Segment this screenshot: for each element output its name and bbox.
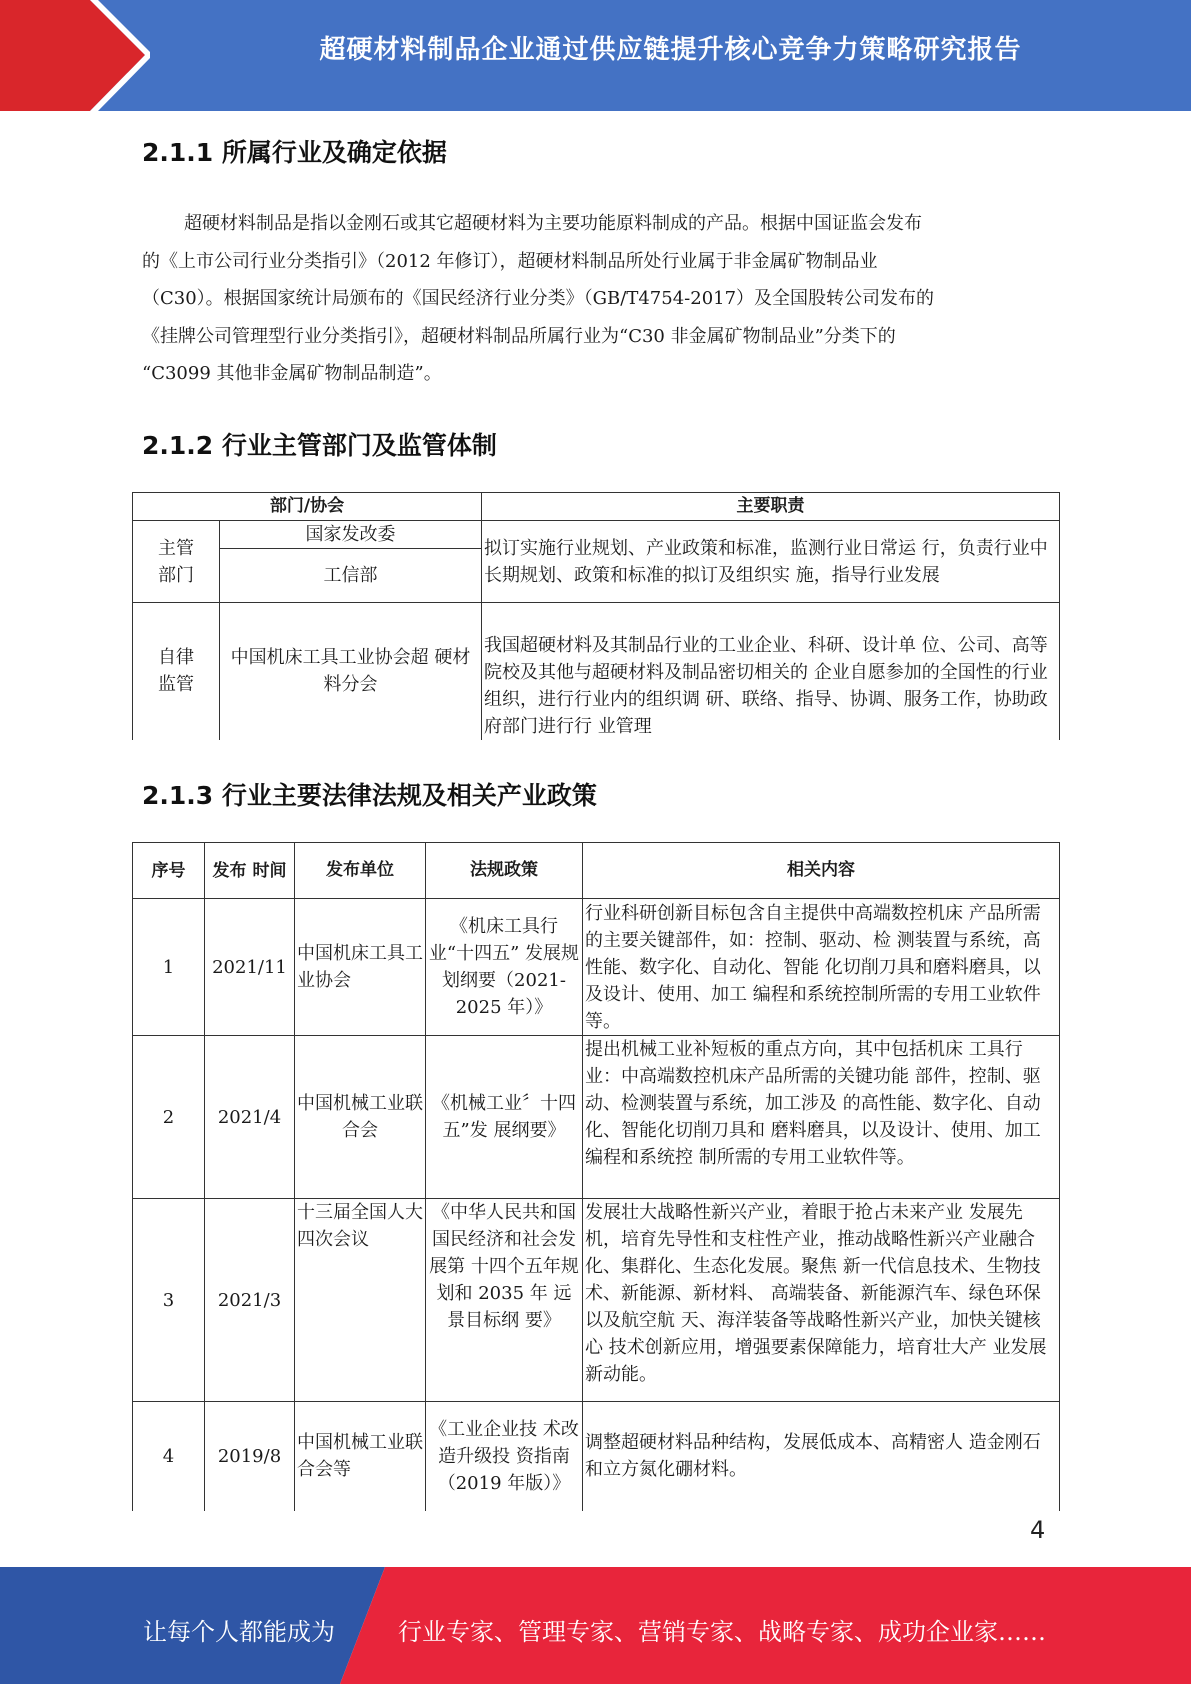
table-row — [133, 1036, 1060, 1199]
category-cell: 主管 部门 — [133, 521, 220, 603]
paragraph-line: 超硬材料制品是指以金刚石或其它超硬材料为主要功能原料制成的产品。根据中国证监会发布 — [184, 213, 922, 234]
table-header: 主要职责 — [482, 493, 1060, 521]
page-number: 4 — [1030, 1516, 1046, 1544]
header-arrow-decoration — [0, 0, 150, 111]
policy-table — [132, 842, 1060, 1511]
table-header: 相关内容 — [583, 843, 1060, 899]
table-header: 部门/协会 — [133, 493, 482, 521]
paragraph-line: 《挂牌公司管理型行业分类指引》，超硬材料制品所属行业为“C30 非金属矿物制品业”分类下的 — [142, 325, 896, 347]
row-content: 发展壮大战略性新兴产业，着眼于抢占未来产业 发展先机，培育先导性和支柱性产业，推动战略性新兴产业融合化、集群化、生态化发展。聚焦 新一代信息技术、生物技术、新能源、新材料、 高端装备、新能源汽车、绿色环保以及航空航 天、海洋装备等战略性新兴产业，加快关键核心 技术创新应用，增强要素保障能力，培育壮大产 业发展新动能。 — [583, 1199, 1060, 1402]
row-content: 行业科研创新目标包含自主提供中高端数控机床 产品所需的主要关键部件，如：控制、驱动、检 测装置与系统，高性能、数字化、自动化、智能 化切削刀具和磨料磨具，以及设计、使用、加工 编程和系统控制所需的专用工业软件等。 — [583, 899, 1060, 1036]
table-row — [133, 1199, 1060, 1402]
header-banner — [0, 0, 1191, 111]
paragraph-line: “C3099 其他非金属矿物制品制造”。 — [142, 363, 442, 384]
section-heading-2-1-3: 2.1.3 行业主要法律法规及相关产业政策 — [142, 781, 597, 810]
org-cell: 中国机床工具工业协会超 硬材料分会 — [220, 603, 482, 740]
row-date: 2021/11 — [205, 899, 295, 1036]
table-row — [133, 1402, 1060, 1511]
section-heading-2-1-2: 2.1.2 行业主管部门及监管体制 — [142, 431, 497, 460]
table-header: 发布 时间 — [205, 843, 295, 899]
row-policy: 《工业企业技 术改造升级投 资指南（2019 年版）》 — [426, 1402, 583, 1511]
row-date: 2019/8 — [205, 1402, 295, 1511]
row-unit: 中国机械工业联合会等 — [295, 1402, 426, 1511]
report-title: 超硬材料制品企业通过供应链提升核心竞争力策略研究报告 — [319, 35, 1022, 65]
paragraph-line: （C30）。根据国家统计局颁布的《国民经济行业分类》（GB/T4754-2017）及全国股转公司发布的 — [142, 288, 935, 309]
row-content: 调整超硬材料品种结构，发展低成本、高精密人 造金刚石和立方氮化硼材料。 — [583, 1402, 1060, 1511]
section-paragraph — [142, 205, 1047, 393]
row-policy: 《机械工业〞十四五”发 展纲要》 — [426, 1036, 583, 1199]
table-header: 发布单位 — [295, 843, 426, 899]
footer-slogan-right: 行业专家、管理专家、营销专家、战略专家、成功企业家…… — [398, 1618, 1046, 1646]
table-header: 序号 — [133, 843, 205, 899]
table-row — [133, 899, 1060, 1036]
row-number: 4 — [133, 1402, 205, 1511]
row-unit: 中国机床工具工业协会 — [295, 899, 426, 1036]
category-cell: 自律 监管 — [133, 603, 220, 740]
row-unit: 中国机械工业联合会 — [295, 1036, 426, 1199]
duty-cell: 我国超硬材料及其制品行业的工业企业、科研、设计单 位、公司、高等院校及其他与超硬材料及制品密切相关的 企业自愿参加的全国性的行业组织，进行行业内的组织调 研、联络、指导、协调、服务工作，协助政府部门进行行 业管理 — [482, 603, 1060, 740]
paragraph-line: 的《上市公司行业分类指引》（2012 年修订），超硬材料制品所处行业属于非金属矿物制品业 — [142, 250, 878, 272]
org-cell: 工信部 — [220, 549, 482, 603]
footer-slogan-left: 让每个人都能成为 — [143, 1618, 335, 1646]
row-date: 2021/3 — [205, 1199, 295, 1402]
duty-cell: 拟订实施行业规划、产业政策和标准，监测行业日常运 行，负责行业中长期规划、政策和标准的拟订及组织实 施，指导行业发展 — [482, 521, 1060, 603]
row-number: 2 — [133, 1036, 205, 1199]
row-date: 2021/4 — [205, 1036, 295, 1199]
row-number: 1 — [133, 899, 205, 1036]
table-header: 法规政策 — [426, 843, 583, 899]
row-unit: 十三届全国人大四次会议 — [295, 1199, 426, 1402]
section-heading-2-1-1: 2.1.1 所属行业及确定依据 — [142, 138, 447, 167]
org-cell: 国家发改委 — [220, 521, 482, 549]
regulator-table — [132, 492, 1060, 740]
row-number: 3 — [133, 1199, 205, 1402]
row-policy: 《机床工具行 业“十四五” 发展规划纲要（2021-2025 年）》 — [426, 899, 583, 1036]
row-policy: 《中华人民共和国国民经济和社会发展第 十四个五年规 划和 2035 年 远景目标纲 要》 — [426, 1199, 583, 1402]
row-content: 提出机械工业补短板的重点方向，其中包括机床 工具行业：中高端数控机床产品所需的关键功能 部件，控制、驱动、检测装置与系统，加工涉及 的高性能、数字化、自动化、智能化切削刀具和 磨料磨具，以及设计、使用、加工编程和系统控 制所需的专用工业软件等。 — [583, 1036, 1060, 1199]
